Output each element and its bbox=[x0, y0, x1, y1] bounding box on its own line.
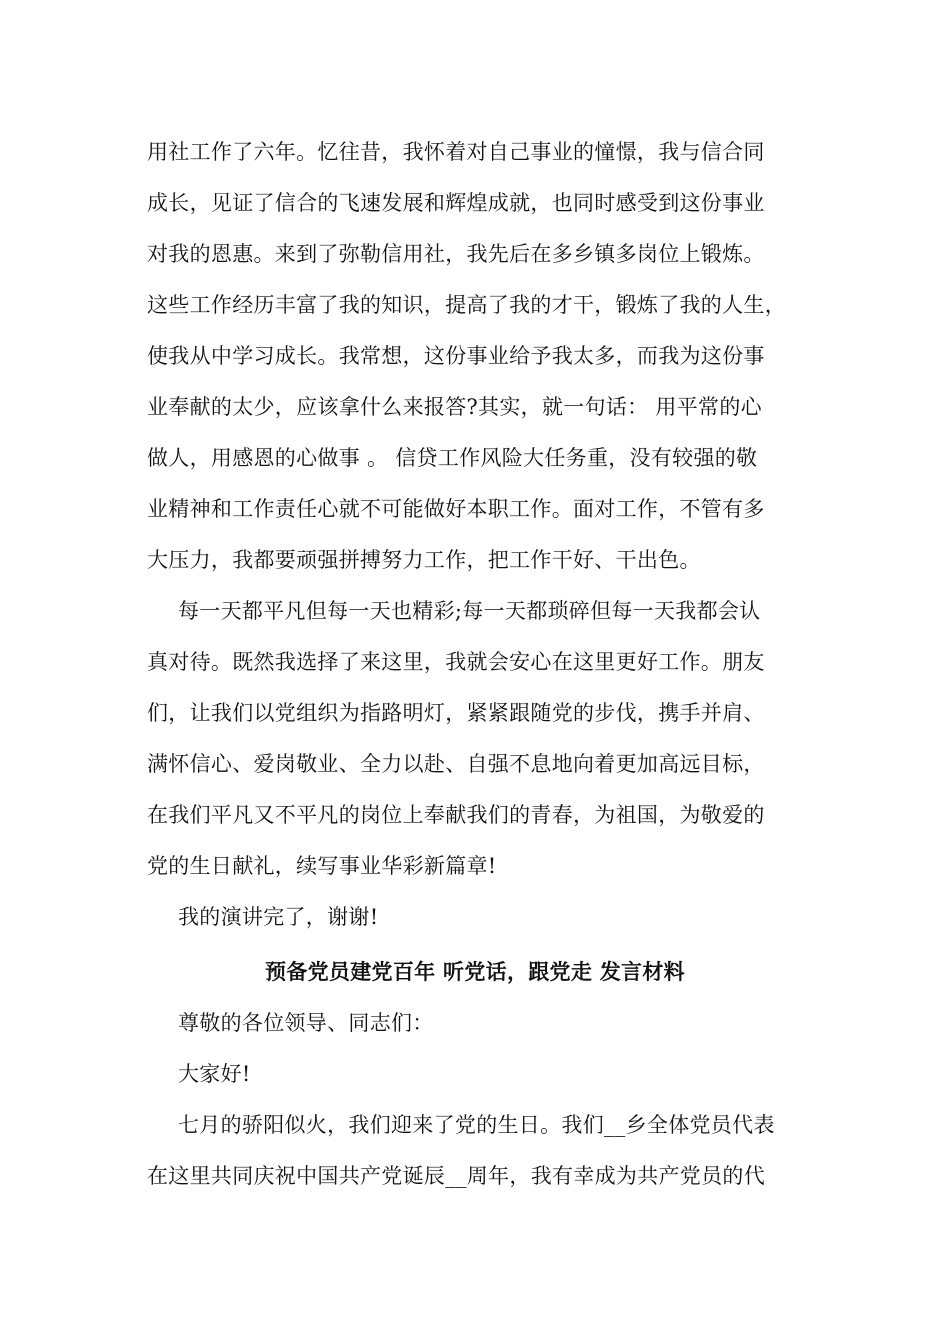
paragraph-line: 党的生日献礼，续写事业华彩新篇章! bbox=[147, 854, 497, 878]
paragraph-line: 这些工作经历丰富了我的知识，提高了我的才干，锻炼了我的人生， bbox=[147, 293, 786, 317]
section-title: 预备党员建党百年 听党话，跟党走 发言材料 bbox=[265, 959, 685, 984]
paragraph-line: 业精神和工作责任心就不可能做好本职工作。面对工作，不管有多 bbox=[147, 497, 765, 521]
paragraph-line: 每一天都平凡但每一天也精彩;每一天都琐碎但每一天我都会认 bbox=[178, 599, 761, 623]
paragraph-line: 成长，见证了信合的飞速发展和辉煌成就，也同时感受到这份事业 bbox=[147, 191, 765, 215]
salutation: 尊敬的各位领导、同志们： bbox=[178, 1011, 434, 1035]
paragraph-line: 们，让我们以党组织为指路明灯，紧紧跟随党的步伐，携手并肩、 bbox=[147, 701, 765, 725]
paragraph-line: 大压力，我都要顽强拼搏努力工作，把工作干好、干出色。 bbox=[147, 548, 701, 572]
paragraph-line: 真对待。既然我选择了来这里，我就会安心在这里更好工作。朋友 bbox=[147, 650, 765, 674]
greeting: 大家好! bbox=[178, 1062, 251, 1086]
paragraph-line: 在我们平凡又不平凡的岗位上奉献我们的青春，为祖国，为敬爱的 bbox=[147, 803, 765, 827]
paragraph-line: 做人，用感恩的心做事 。 信贷工作风险大任务重，没有较强的敬 bbox=[147, 446, 758, 470]
paragraph-line: 对我的恩惠。来到了弥勒信用社，我先后在多乡镇多岗位上锻炼。 bbox=[147, 242, 765, 266]
paragraph-line: 七月的骄阳似火，我们迎来了党的生日。我们__乡全体党员代表 bbox=[178, 1113, 775, 1137]
paragraph-line: 使我从中学习成长。我常想，这份事业给予我太多，而我为这份事 bbox=[147, 344, 765, 368]
closing-line: 我的演讲完了，谢谢! bbox=[178, 905, 379, 929]
paragraph-line: 业奉献的太少，应该拿什么来报答?其实，就一句话： 用平常的心 bbox=[147, 395, 762, 419]
paragraph-line: 满怀信心、爱岗敬业、全力以赴、自强不息地向着更加高远目标， bbox=[147, 752, 765, 776]
paragraph-line: 用社工作了六年。忆往昔，我怀着对自己事业的憧憬，我与信合同 bbox=[147, 140, 765, 164]
paragraph-line: 在这里共同庆祝中国共产党诞辰__周年，我有幸成为共产党员的代 bbox=[147, 1164, 765, 1188]
